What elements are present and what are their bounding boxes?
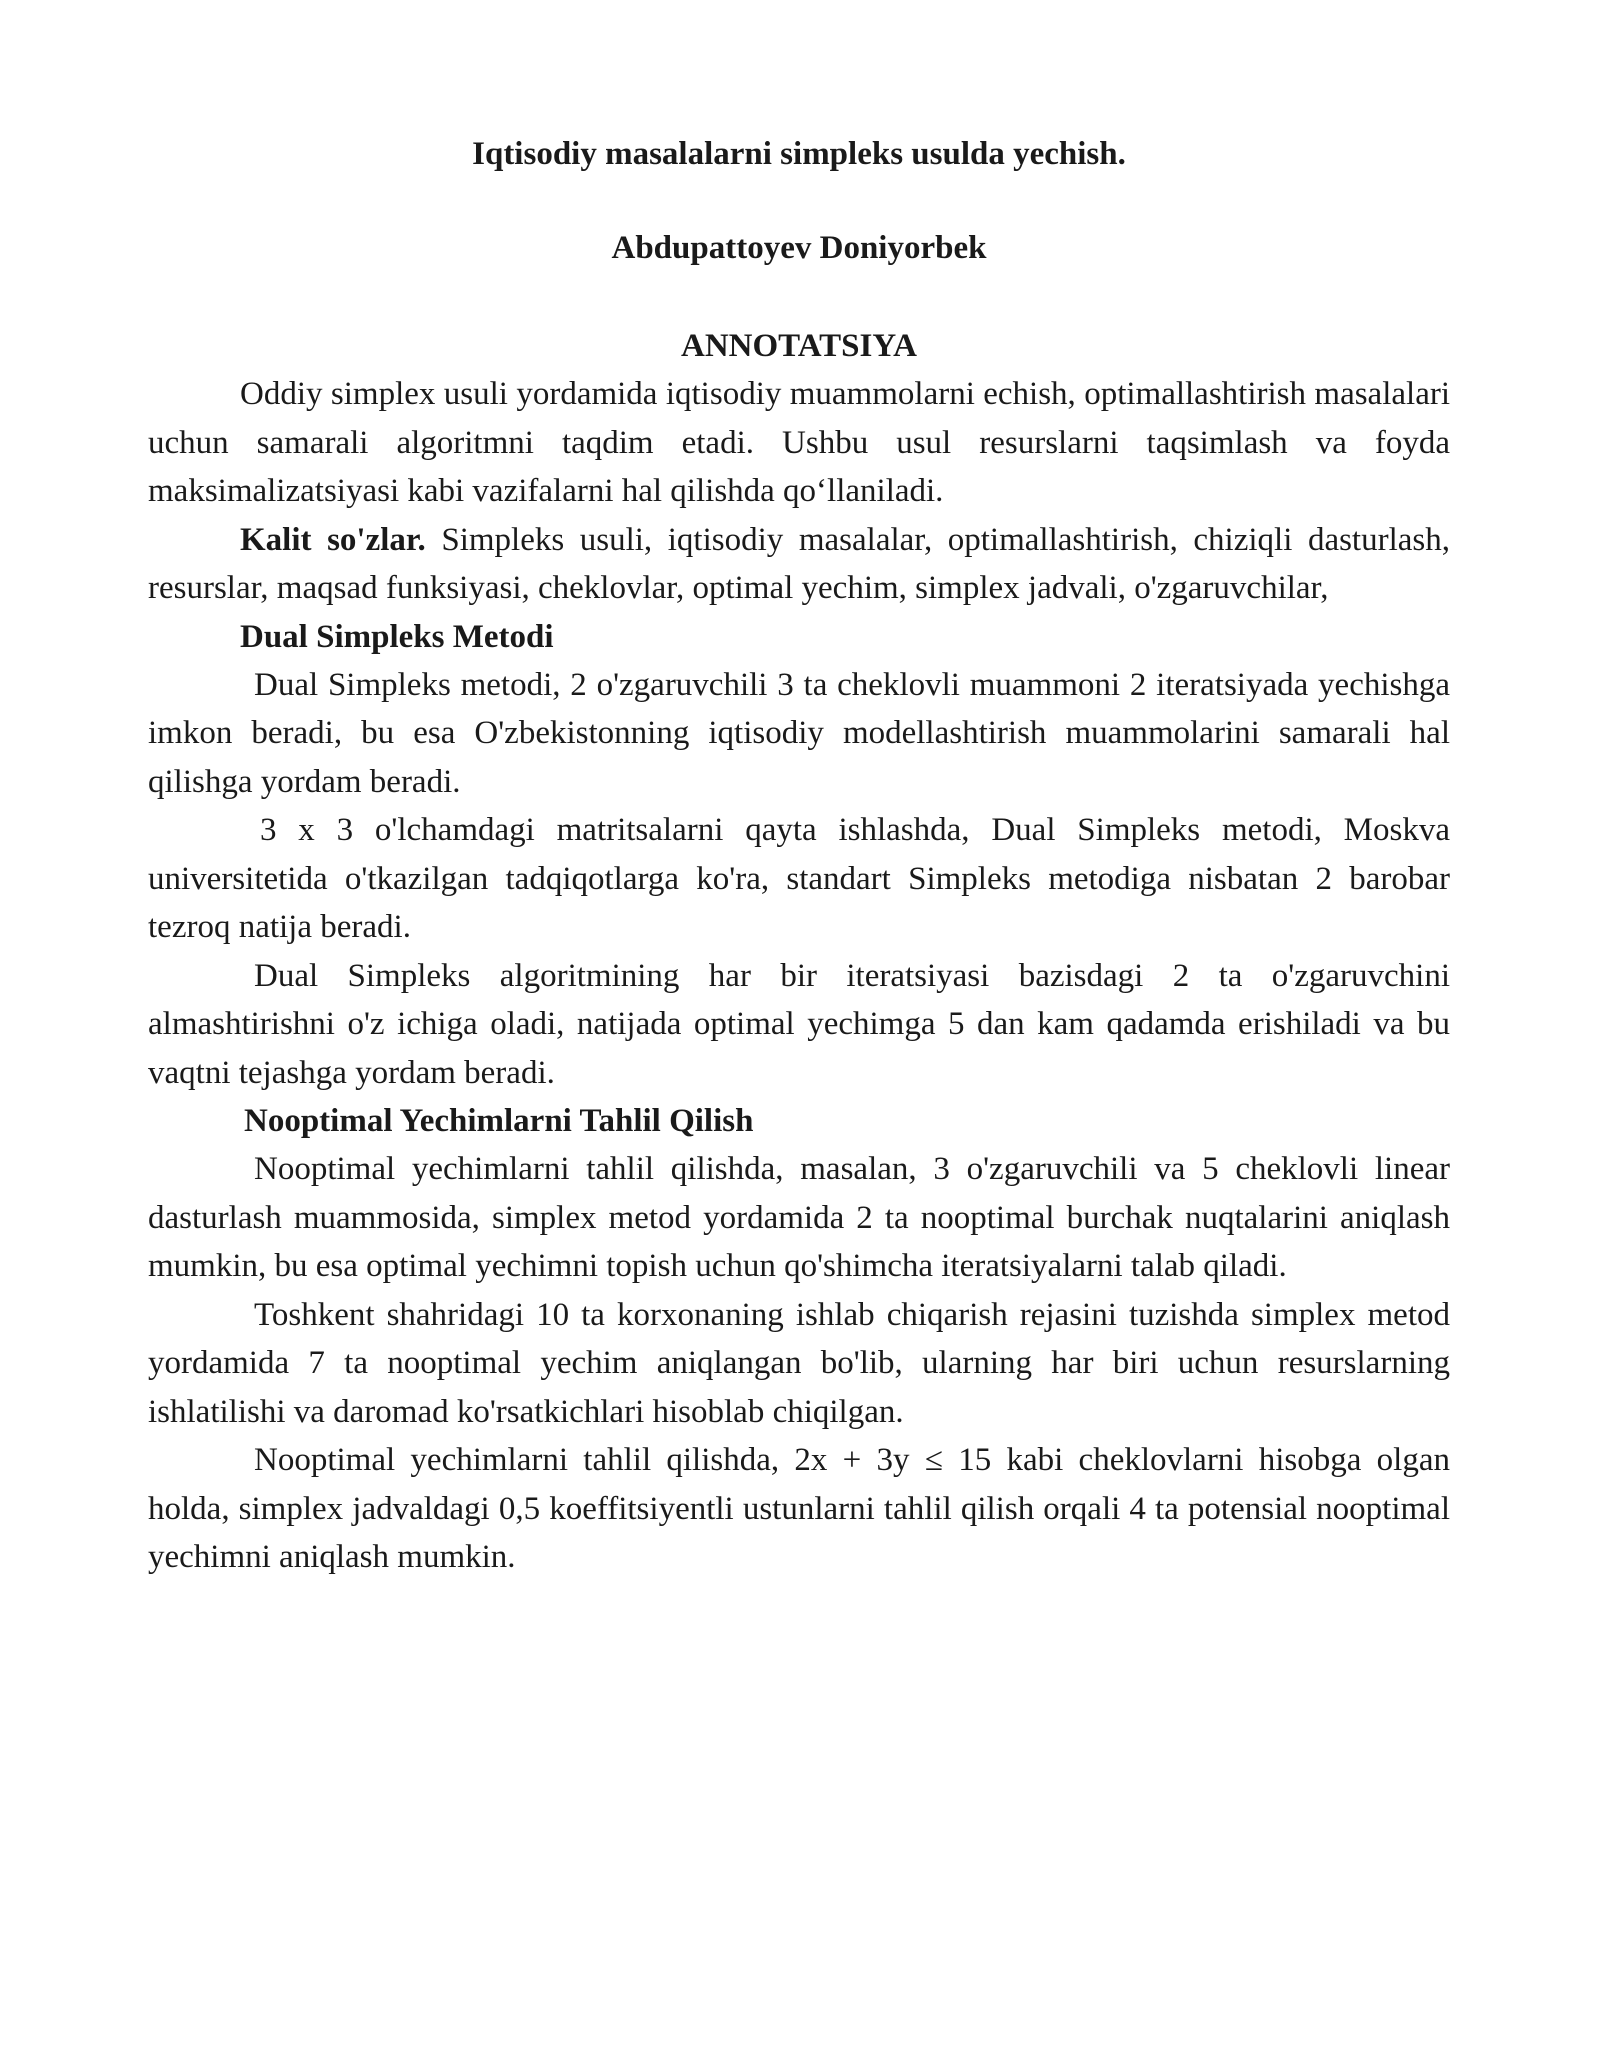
- section-heading-nooptimal: Nooptimal Yechimlarni Tahlil Qilish: [244, 1103, 754, 1139]
- section-heading-dual-simpleks: Dual Simpleks Metodi: [240, 618, 554, 655]
- section-paragraph: 3 x 3 o'lchamdagi matritsalarni qayta ishlashda, Dual Simpleks metodi, Moskva universitetida o'tkazilgan tadqiqotlarga ko'ra, standart Simpleks metodiga nisbatan 2 barobar tezroq natija beradi.: [148, 812, 1450, 945]
- author-name: Abdupattoyev Doniyorbek: [611, 230, 987, 266]
- section-paragraph: Nooptimal yechimlarni tahlil qilishda, masalan, 3 o'zgaruvchili va 5 cheklovli linear dasturlash muammosida, simplex metod yordamida 2 ta nooptimal burchak nuqtalarini aniqlash mumkin, bu esa optimal yechimni topish uchun qo'shimcha iteratsiyalarni talab qiladi.: [148, 1151, 1450, 1284]
- keywords-paragraph: [148, 516, 1450, 613]
- keywords-label: Kalit so'zlar.: [240, 521, 426, 558]
- section-paragraph: Nooptimal yechimlarni tahlil qilishda, 2x + 3y ≤ 15 kabi cheklovlarni hisobga olgan holda, simplex jadvaldagi 0,5 koeffitsiyentli ustunlarni tahlil qilish orqali 4 ta potensial nooptimal yechimni aniqlash mumkin.: [148, 1442, 1450, 1575]
- section-paragraph: Dual Simpleks algoritmining har bir iteratsiyasi bazisdagi 2 ta o'zgaruvchini almashtirishni o'z ichiga oladi, natijada optimal yechimga 5 dan kam qadamda erishiladi va bu vaqtni tejashga yordam beradi.: [148, 957, 1450, 1091]
- section-paragraph: Toshkent shahridagi 10 ta korxonaning ishlab chiqarish rejasini tuzishda simplex metod yordamida 7 ta nooptimal yechim aniqlangan bo'lib, ularning har biri uchun resurslarning ishlatilishi va daromad ko'rsatkichlari hisoblab chiqilgan.: [148, 1296, 1450, 1430]
- section-paragraph: Dual Simpleks metodi, 2 o'zgaruvchili 3 ta cheklovli muammoni 2 iteratsiyada yechishga imkon beradi, bu esa O'zbekistonning iqtisodiy modellashtirish muammolarini samarali hal qilishga yordam beradi.: [148, 666, 1450, 800]
- keywords-text: Simpleks usuli, iqtisodiy masalalar, optimallashtirish, chiziqli dasturlash, resurslar, maqsad funksiyasi, cheklovlar, optimal yechim, simplex jadvali, o'zgaruvchilar,: [148, 521, 1450, 606]
- document-title: Iqtisodiy masalalarni simpleks usulda yechish.: [472, 136, 1126, 172]
- annotation-heading: ANNOTATSIYA: [681, 328, 917, 364]
- document-page: [148, 120, 1450, 1582]
- annotation-paragraph: Oddiy simplex usuli yordamida iqtisodiy muammolarni echish, optimallashtirish masalalari uchun samarali algoritmni taqdim etadi. Ushbu usul resurslarni taqsimlash va foyda maksimalizatsiyasi kabi vazifalarni hal qilishda qo‘llaniladi.: [148, 376, 1450, 509]
